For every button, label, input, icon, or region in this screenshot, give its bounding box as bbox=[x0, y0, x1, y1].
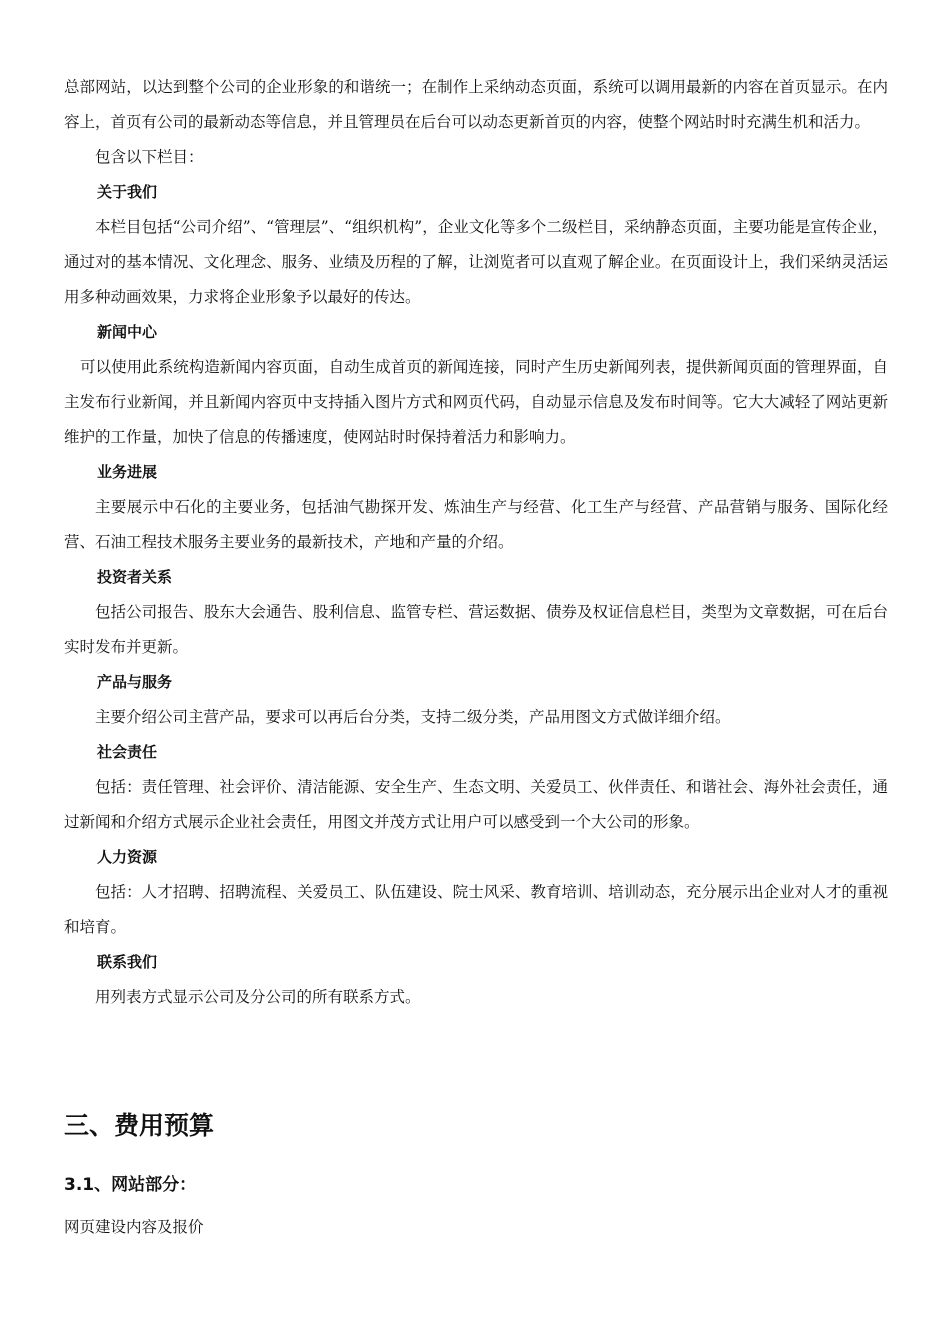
column-body-contact: 用列表方式显示公司及分公司的所有联系方式。 bbox=[95, 988, 421, 1006]
column-body-csr: 包括：责任管理、社会评价、清洁能源、安全生产、生态文明、关爱员工、伙伴责任、和谐社会、海外社会责任，通过新闻和介绍方式展示企业社会责任，用图文并茂方式让用户可以感受到一个大公司的形象。 bbox=[64, 778, 888, 831]
columns-intro: 包含以下栏目： bbox=[95, 148, 204, 166]
pricing-caption: 网页建设内容及报价 bbox=[64, 1218, 204, 1236]
column-title-contact: 联系我们 bbox=[97, 953, 158, 971]
column-title-investor: 投资者关系 bbox=[97, 568, 173, 586]
column-body-products: 主要介绍公司主营产品，要求可以再后台分类，支持二级分类，产品用图文方式做详细介绍。 bbox=[95, 708, 731, 726]
subsection-title: 3.1、网站部分： bbox=[64, 1175, 197, 1195]
column-title-about: 关于我们 bbox=[97, 183, 158, 201]
intro-paragraph: 总部网站，以达到整个公司的企业形象的和谐统一；在制作上采纳动态页面，系统可以调用最新的内容在首页显示。在内容上，首页有公司的最新动态等信息，并且管理员在后台可以动态更新首页的内容，使整个网站时时充满生机和活力。 bbox=[64, 78, 888, 131]
column-title-news: 新闻中心 bbox=[97, 323, 158, 341]
section-title: 三、费用预算 bbox=[64, 1111, 215, 1140]
column-body-investor: 包括公司报告、股东大会通告、股利信息、监管专栏、营运数据、债券及权证信息栏目，类型为文章数据，可在后台实时发布并更新。 bbox=[64, 603, 888, 656]
column-title-products: 产品与服务 bbox=[97, 673, 173, 691]
document-body bbox=[64, 70, 888, 1015]
column-title-csr: 社会责任 bbox=[97, 743, 158, 761]
column-body-business: 主要展示中石化的主要业务，包括油气勘探开发、炼油生产与经营、化工生产与经营、产品营销与服务、国际化经营、石油工程技术服务主要业务的最新技术，产地和产量的介绍。 bbox=[64, 498, 888, 551]
column-title-business: 业务进展 bbox=[97, 463, 158, 481]
column-body-news: 可以使用此系统构造新闻内容页面，自动生成首页的新闻连接，同时产生历史新闻列表，提供新闻页面的管理界面，自主发布行业新闻，并且新闻内容页中支持插入图片方式和网页代码，自动显示信息及发布时间等。它大大减轻了网站更新维护的工作量，加快了信息的传播速度，使网站时时保持着活力和影响力。 bbox=[64, 358, 888, 446]
column-body-hr: 包括：人才招聘、招聘流程、关爱员工、队伍建设、院士风采、教育培训、培训动态，充分展示出企业对人才的重视和培育。 bbox=[64, 883, 888, 936]
column-title-hr: 人力资源 bbox=[97, 848, 158, 866]
column-body-about: 本栏目包括“公司介绍”、“管理层”、“组织机构”，企业文化等多个二级栏目，采纳静态页面，主要功能是宣传企业，通过对的基本情况、文化理念、服务、业绩及历程的了解，让浏览者可以直观了解企业。在页面设计上，我们采纳灵活运用多种动画效果，力求将企业形象予以最好的传达。 bbox=[64, 218, 888, 306]
